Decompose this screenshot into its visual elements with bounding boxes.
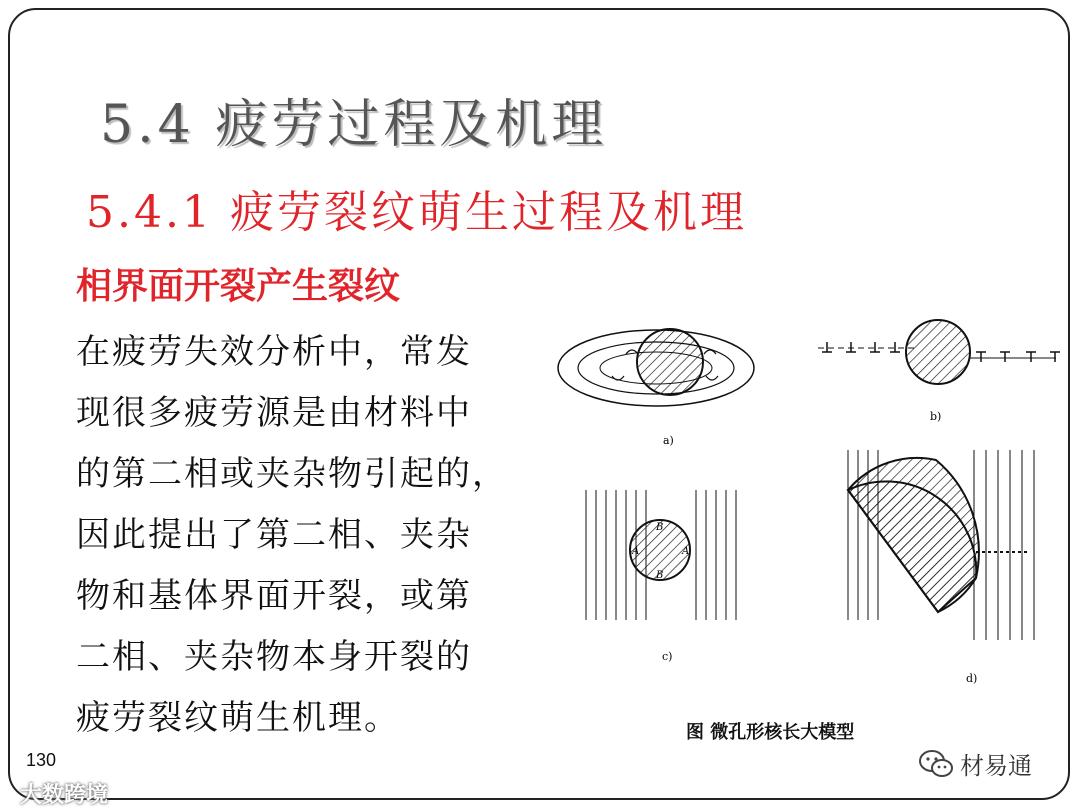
body-line: 的第二相或夹杂物引起的，: [76, 454, 508, 494]
body-line: 疲劳裂纹萌生机理。: [76, 698, 400, 738]
panel-a-diagram: [558, 329, 754, 447]
topic-heading: 相界面开裂产生裂纹: [76, 266, 401, 307]
section-subtitle: 5.4.1 疲劳裂纹萌生过程及机理: [86, 187, 747, 238]
panel-d-label: d): [966, 672, 978, 685]
label-a-left: A: [632, 546, 640, 557]
body-line: 因此提出了第二相、夹杂: [76, 515, 472, 555]
body-paragraph: [76, 322, 556, 749]
panel-c-diagram: [586, 490, 736, 663]
label-b-bottom: B: [656, 570, 664, 581]
body-line: 在疲劳失效分析中，常发: [76, 332, 472, 372]
body-line: 二相、夹杂物本身开裂的: [76, 637, 472, 677]
page-number: 130: [26, 750, 57, 770]
watermark-left: 大数跨境: [20, 783, 109, 808]
body-line: 现很多疲劳源是由材料中: [76, 393, 472, 433]
panel-c-label: c): [662, 650, 673, 663]
microvoid-figure: [556, 310, 1080, 720]
label-a-right: A: [682, 546, 690, 557]
panel-d-diagram: [848, 450, 1034, 685]
watermark-right: [918, 746, 1032, 781]
panel-a-label: a): [663, 434, 674, 447]
slide-title: 5.4 疲劳过程及机理: [100, 95, 608, 155]
figure-caption: 图 微孔形核长大模型: [686, 722, 855, 743]
panel-b-diagram: [818, 320, 1060, 423]
wechat-icon: [918, 749, 954, 779]
panel-b-label: b): [930, 410, 942, 423]
watermark-right-text: 材易通: [960, 752, 1032, 780]
body-line: 物和基体界面开裂，或第: [76, 576, 472, 616]
label-b-top: B: [656, 522, 664, 533]
